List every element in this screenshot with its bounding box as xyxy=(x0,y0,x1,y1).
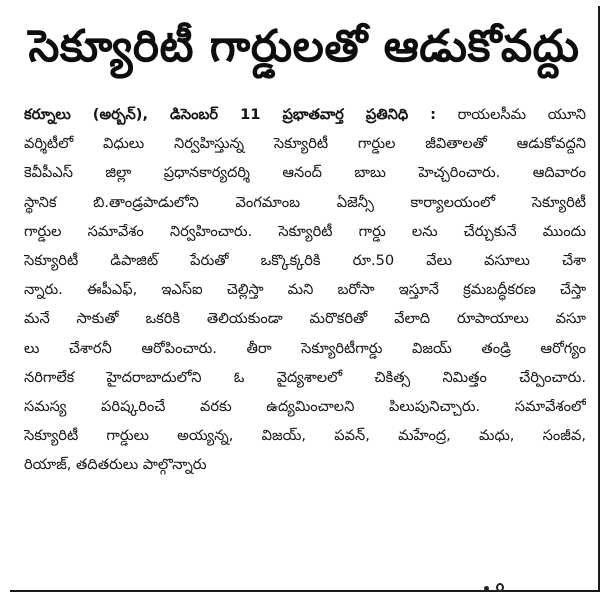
article-line-12: సెక్యూరిటీ గార్డులు అయ్యన్న, విజయ్, పవన్, మహేంద్ర, మధు, సంజీవ, xyxy=(24,427,586,445)
cropped-text-fragment xyxy=(480,582,520,594)
article-line-6: సెక్యూరిటీ డిపాజిట్ పేరుతో ఒక్కొక్కరికి రూ.50 వేలు వసూలు చేశా xyxy=(24,251,586,269)
article-line-1-text: రాయలసీమ యూని xyxy=(457,106,586,123)
article-line-3: కెవీపీఎస్ జిల్లా ప్రధానకార్యదర్శి ఆనంద్ బాబు హెచ్చరించారు. ఆదివారం xyxy=(24,164,586,182)
article-line-1 xyxy=(24,100,586,129)
article-line-7: న్నారు. ఈపీఎఫ్, ఇఎస్ఐ చెల్లిస్తా మని బరోసా ఇస్తూనే క్రమబద్ధీకరణ చేస్తా xyxy=(24,281,586,299)
news-clipping xyxy=(10,6,600,592)
article-line-9: లు చేశారనీ ఆరోపించారు. తీరా సెక్యూరిటీగార్డు విజయ్ తండ్రి ఆరోగ్యం xyxy=(24,339,586,357)
article-line-10: నరిగాలేక హైదరాబాదులోని ఓ వైద్యశాలలో చికిత్స నిమిత్తం చేర్పించారు. xyxy=(24,368,586,386)
article-line-2: వర్శిటీలో విధులు నిర్వహిస్తున్న సెక్యూరిటీ గార్డుల జీవితాలతో ఆడుకోవద్దని xyxy=(24,135,586,153)
article-line-4: స్థానిక బి.తాండ్రపాడులోని వెంగమాంబ ఏజెన్సీ కార్యాలయంలో సెక్యూరిటీ xyxy=(24,193,586,211)
headline: సెక్యూరిటీ గార్డులతో ఆడుకోవద్దు xyxy=(28,21,580,72)
article-line-8: మనే సాకుతో ఒకరికి తెలియకుండా మరొకరితో వేలాది రూపాయాలు వసూ xyxy=(24,310,586,328)
article-line-13: రియాజ్, తదితరులు పాల్గొన్నారు xyxy=(24,456,207,474)
article-body xyxy=(24,100,586,479)
article-line-5: గార్డుల సమావేశం నిర్వహించారు. సెక్యూరిటీ గార్డు లను చేర్చుకునే ముందు xyxy=(24,222,586,240)
article-line-11: సమస్య పరిష్కరించే వరకు ఉద్యమించాలని పిలుపునిచ్చారు. సమావేశంలో xyxy=(24,397,586,415)
dateline: కర్నూలు (అర్బన్), డిసెంబర్ 11 ప్రభాతవార్త ప్రతినిధి : xyxy=(24,106,437,123)
